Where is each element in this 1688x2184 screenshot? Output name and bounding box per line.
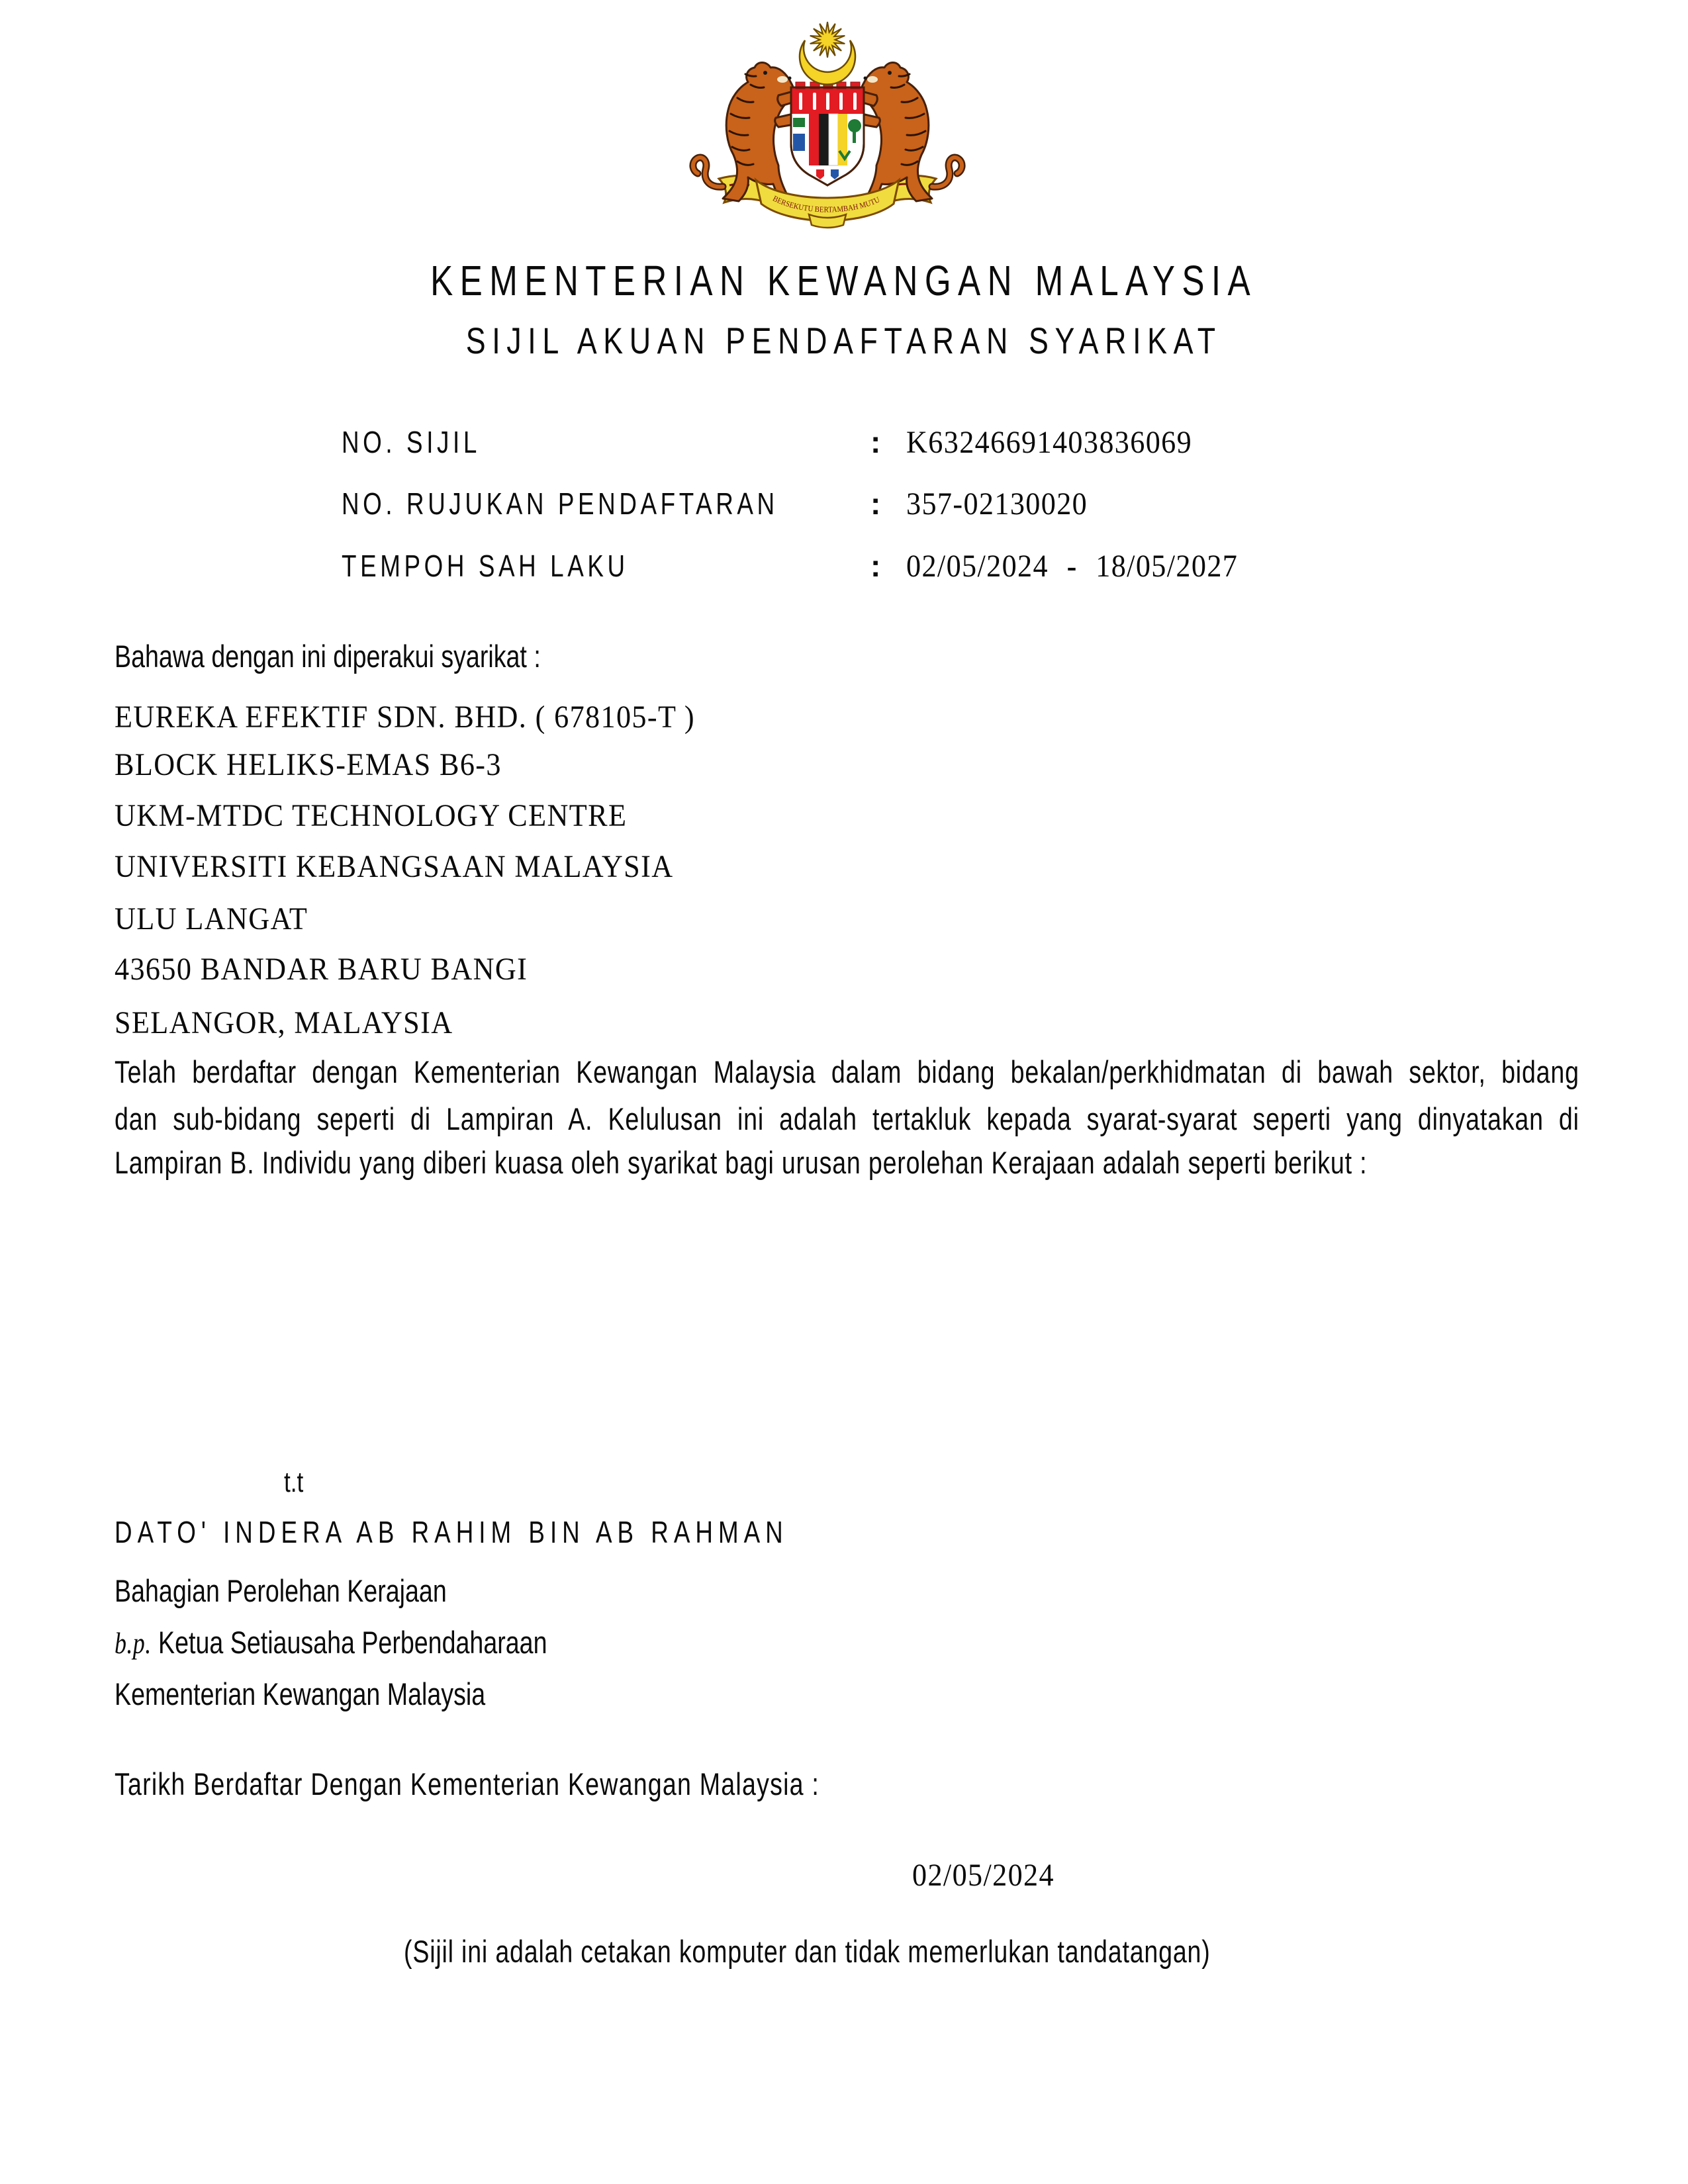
detail-separator: :	[870, 425, 881, 459]
ref-number-value: 357-02130020	[906, 486, 1088, 522]
address-line	[115, 903, 325, 935]
detail-label: NO. RUJUKAN PENDAFTARAN	[342, 486, 778, 521]
registered-date-label	[115, 1768, 996, 1799]
paragraph-line	[115, 1147, 1688, 1178]
address-line-text: UNIVERSITI KEBANGSAAN MALAYSIA	[115, 849, 674, 884]
computer-print-note	[404, 1936, 1412, 1967]
page-subtitle-text: SIJIL AKUAN PENDAFTARAN SYARIKAT	[466, 320, 1222, 361]
signatory-division	[115, 1575, 530, 1606]
registered-date-text: 02/05/2024	[912, 1858, 1055, 1893]
address-line-text: UKM-MTDC TECHNOLOGY CENTRE	[115, 798, 628, 833]
address-line	[115, 851, 722, 883]
detail-label: NO. SIJIL	[342, 425, 481, 459]
signature-tt	[284, 1468, 308, 1497]
paragraph-line-text: Lampiran B. Individu yang diberi kuasa oleh syarikat bagi urusan perolehan Kerajaan adalah seperti berikut :	[115, 1145, 1368, 1180]
validity-from: 02/05/2024	[906, 549, 1049, 584]
page-title-text: KEMENTERIAN KEWANGAN MALAYSIA	[430, 257, 1258, 304]
address-line	[115, 800, 672, 832]
address-line-text: SELANGOR, MALAYSIA	[115, 1005, 453, 1040]
validity-period	[906, 551, 1238, 582]
detail-row-rujukan	[0, 488, 1688, 522]
detail-row-tempoh	[0, 551, 1688, 584]
cert-number-value: K63246691403836069	[906, 425, 1193, 460]
address-line	[115, 1007, 483, 1039]
shield-icon	[791, 82, 864, 185]
signatory-bp-line	[115, 1627, 655, 1659]
address-line	[115, 749, 536, 781]
signatory-name-text: DATO' INDERA AB RAHIM BIN AB RAHMAN	[115, 1515, 788, 1549]
page-title	[0, 259, 1688, 302]
signatory-ministry	[115, 1678, 578, 1709]
intro-text: Bahawa dengan ini diperakui syarikat :	[115, 639, 541, 674]
page-subtitle	[0, 322, 1688, 359]
signatory-ministry-text: Kementerian Kewangan Malaysia	[115, 1676, 486, 1711]
validity-dash: -	[1066, 549, 1078, 584]
paragraph-line	[115, 1056, 1688, 1087]
star-crescent-icon	[800, 22, 855, 85]
intro-line	[115, 641, 647, 672]
motto-text: BERSEKUTU BERTAMBAH MUTU	[771, 193, 882, 214]
bp-prefix: b.p.	[115, 1627, 152, 1660]
signature-tt-text: t.t	[284, 1466, 304, 1498]
tiger-right-icon	[861, 63, 962, 202]
paragraph-line-text: Telah berdaftar dengan Kementerian Kewangan Malaysia dalam bidang bekalan/perkhidmatan di bawah sektor, bidang	[115, 1054, 1579, 1089]
signatory-division-text: Bahagian Perolehan Kerajaan	[115, 1573, 447, 1608]
company-name-line	[115, 702, 745, 733]
signatory-name	[115, 1517, 957, 1547]
registered-date-label-text: Tarikh Berdaftar Dengan Kementerian Kewangan Malaysia :	[115, 1766, 820, 1801]
detail-separator: :	[870, 486, 881, 521]
address-line-text: 43650 BANDAR BARU BANGI	[115, 952, 528, 987]
company-name-text: EUREKA EFEKTIF SDN. BHD. ( 678105-T )	[115, 700, 696, 735]
address-line-text: BLOCK HELIKS-EMAS B6-3	[115, 747, 502, 782]
paragraph-line-text: dan sub-bidang seperti di Lampiran A. Kelulusan ini adalah tertakluk kepada syarat-syarat seperti yang dinyatakan di	[115, 1101, 1579, 1136]
detail-row-sijil	[0, 427, 1688, 460]
address-line-text: ULU LANGAT	[115, 901, 308, 936]
registered-date-value	[912, 1860, 1067, 1891]
validity-to: 18/05/2027	[1096, 549, 1239, 584]
address-line	[115, 954, 564, 985]
bp-title: Ketua Setiausaha Perbendaharaan	[151, 1625, 547, 1660]
tiger-left-icon	[693, 63, 794, 202]
paragraph-line	[115, 1103, 1688, 1134]
detail-separator: :	[870, 549, 881, 583]
computer-print-note-text: (Sijil ini adalah cetakan komputer dan tidak memerlukan tandatangan)	[404, 1934, 1211, 1969]
malaysia-coat-of-arms	[682, 21, 973, 232]
detail-label: TEMPOH SAH LAKU	[342, 549, 629, 583]
